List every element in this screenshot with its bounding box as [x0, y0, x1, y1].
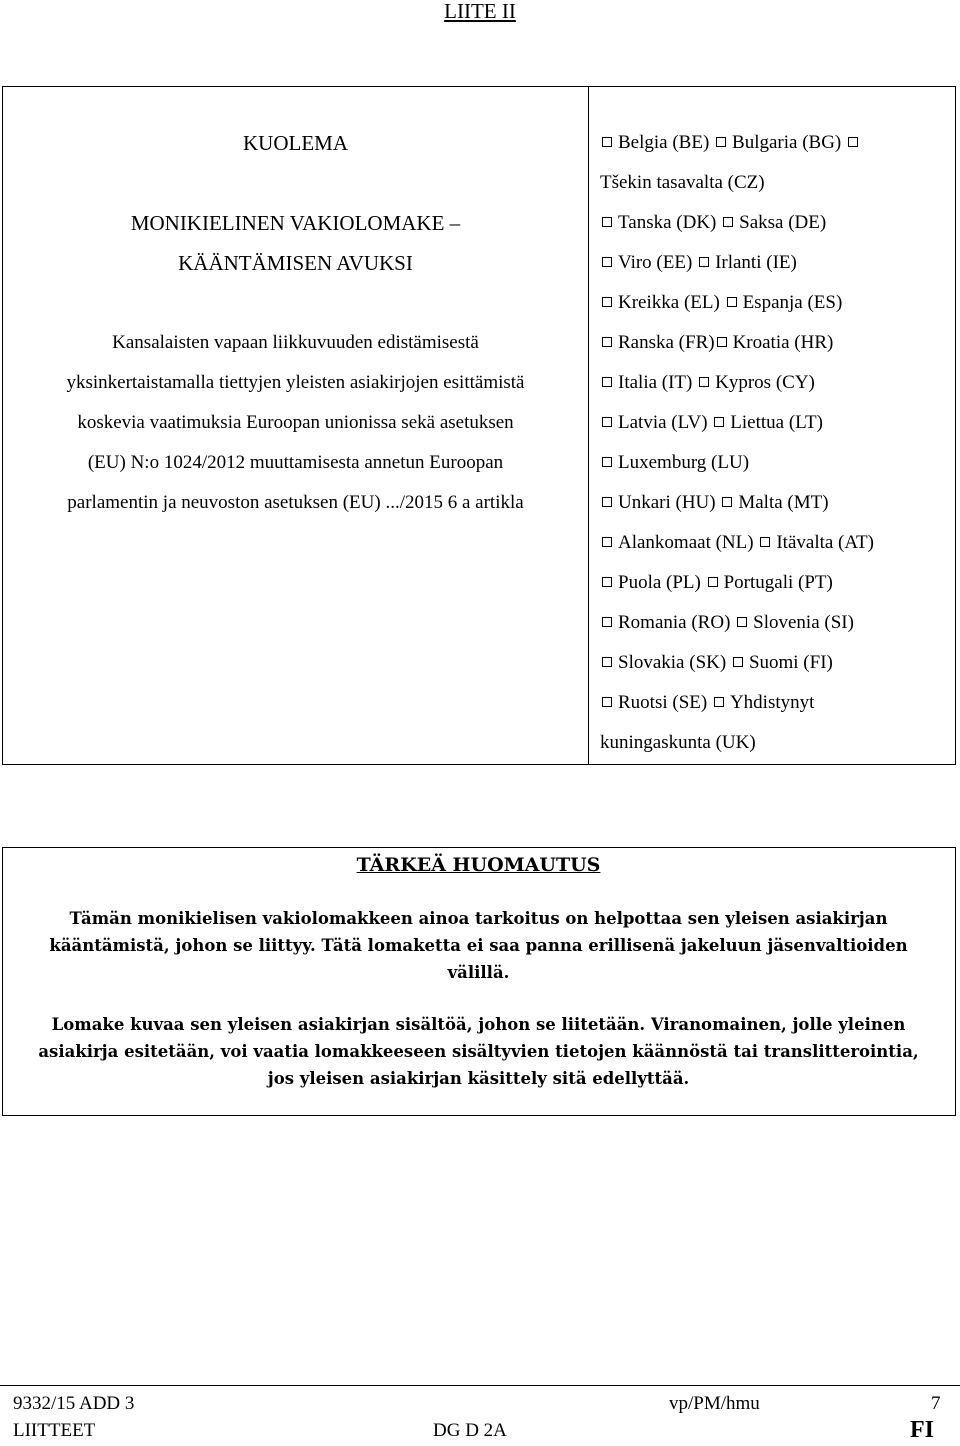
notice-paragraph-purpose	[15, 905, 942, 986]
checklist-line	[600, 723, 950, 763]
footer-dg: DG D 2A	[433, 1420, 507, 1441]
country-label-dk: Tanska (DK)	[618, 212, 717, 233]
country-label-de: Saksa (DE)	[739, 212, 827, 233]
checklist-line	[600, 563, 950, 603]
country-label-se: Ruotsi (SE)	[618, 692, 708, 713]
checklist-line	[600, 603, 950, 643]
description-line: koskevia vaatimuksia Euroopan unionissa sekä asetuksen	[77, 412, 514, 433]
column-divider	[588, 87, 589, 764]
checklist-line	[600, 123, 950, 163]
country-label-ie: Irlanti (IE)	[715, 252, 797, 273]
checkbox-estonia[interactable]	[602, 257, 612, 267]
checkbox-poland[interactable]	[602, 577, 612, 587]
checkbox-finland[interactable]	[733, 657, 743, 667]
checkbox-greece[interactable]	[602, 297, 612, 307]
footer-annex-label: LIITTEET	[13, 1420, 96, 1441]
notice-line: kääntämistä, johon se liittyy. Tätä lomaketta ei saa panna erillisenä jakeluun jäsenvaltioiden	[49, 936, 908, 955]
checkbox-spain[interactable]	[727, 297, 737, 307]
country-label-cy: Kypros (CY)	[715, 372, 815, 393]
description-line: parlamentin ja neuvoston asetuksen (EU) .../2015 6 a artikla	[67, 492, 524, 513]
checklist-line	[600, 443, 950, 483]
notice-title: TÄRKEÄ HUOMAUTUS	[356, 854, 601, 876]
checkbox-denmark[interactable]	[602, 217, 612, 227]
checkbox-portugal[interactable]	[708, 577, 718, 587]
country-label-pl: Puola (PL)	[618, 572, 701, 593]
notice-line: jos yleisen asiakirjan käsittely sitä edellyttää.	[267, 1069, 690, 1088]
country-label-uk-part1: Yhdistynyt	[729, 692, 815, 713]
checklist-line	[600, 523, 950, 563]
country-label-si: Slovenia (SI)	[753, 612, 854, 633]
country-label-lv: Latvia (LV)	[618, 412, 708, 433]
checkbox-belgium[interactable]	[602, 137, 612, 147]
member-state-checklist	[600, 123, 950, 763]
checkbox-slovakia[interactable]	[602, 657, 612, 667]
country-label-fi: Suomi (FI)	[748, 652, 833, 673]
description-line: (EU) N:o 1024/2012 muuttamisesta annetun Euroopan	[87, 452, 504, 473]
country-label-it: Italia (IT)	[618, 372, 693, 393]
footer-page-number: 7	[931, 1393, 941, 1414]
checkbox-malta[interactable]	[722, 497, 732, 507]
country-label-bg: Bulgaria (BG)	[732, 132, 842, 153]
notice-line: välillä.	[447, 963, 510, 982]
checkbox-sweden[interactable]	[602, 697, 612, 707]
checkbox-germany[interactable]	[723, 217, 733, 227]
footer-document-number: 9332/15 ADD 3	[13, 1393, 135, 1414]
form-header-box	[2, 86, 956, 765]
checklist-line	[600, 483, 950, 523]
checkbox-netherlands[interactable]	[602, 537, 612, 547]
country-label-lt: Liettua (LT)	[730, 412, 823, 433]
notice-line: Tämän monikielisen vakiolomakkeen ainoa tarkoitus on helpottaa sen yleisen asiakirjan	[69, 909, 888, 928]
checkbox-cyprus[interactable]	[699, 377, 709, 387]
form-heading-translation: KÄÄNTÄMISEN AVUKSI	[178, 251, 413, 275]
country-label-el: Kreikka (EL)	[618, 292, 720, 313]
form-heading-death: KUOLEMA	[243, 131, 348, 155]
notice-paragraph-translation	[15, 1011, 942, 1092]
country-label-es: Espanja (ES)	[742, 292, 843, 313]
description-line: Kansalaisten vapaan liikkuvuuden edistämisestä	[112, 332, 479, 353]
checklist-line	[600, 203, 950, 243]
country-label-lu: Luxemburg (LU)	[618, 452, 750, 473]
checkbox-slovenia[interactable]	[737, 617, 747, 627]
country-label-hu: Unkari (HU)	[618, 492, 716, 513]
country-label-nl: Alankomaat (NL)	[618, 532, 754, 553]
description-line: yksinkertaistamalla tiettyjen yleisten asiakirjojen esittämistä	[66, 372, 525, 393]
country-label-be: Belgia (BE)	[618, 132, 710, 153]
footer-language: FI	[910, 1417, 934, 1443]
checkbox-luxembourg[interactable]	[602, 457, 612, 467]
country-label-mt: Malta (MT)	[738, 492, 829, 513]
checklist-line	[600, 403, 950, 443]
footer-reference: vp/PM/hmu	[669, 1393, 760, 1414]
checkbox-ireland[interactable]	[699, 257, 709, 267]
country-label-pt: Portugali (PT)	[723, 572, 833, 593]
country-label-sk: Slovakia (SK)	[618, 652, 727, 673]
country-label-hr: Kroatia (HR)	[732, 332, 834, 353]
country-label-fr: Ranska (FR)	[618, 332, 715, 353]
country-label-ee: Viro (EE)	[618, 252, 693, 273]
notice-line: asiakirja esitetään, voi vaatia lomakkeeseen sisältyvien tietojen käännöstä tai translitterointia,	[38, 1042, 919, 1061]
page-title: LIITE II	[444, 0, 516, 23]
checklist-line	[600, 323, 950, 363]
regulation-description	[13, 323, 578, 523]
country-label-ro: Romania (RO)	[618, 612, 731, 633]
checkbox-united-kingdom[interactable]	[714, 697, 724, 707]
form-description-column	[3, 87, 588, 764]
checklist-line	[600, 283, 950, 323]
checklist-line	[600, 683, 950, 723]
checkbox-hungary[interactable]	[602, 497, 612, 507]
checklist-line	[600, 363, 950, 403]
footer-rule	[0, 1385, 960, 1386]
checkbox-bulgaria[interactable]	[716, 137, 726, 147]
country-label-uk-part2: kuningaskunta (UK)	[600, 732, 756, 753]
form-heading-multilingual: MONIKIELINEN VAKIOLOMAKE –	[130, 211, 461, 235]
checklist-line	[600, 243, 950, 283]
important-notice-box	[2, 847, 956, 1116]
checkbox-romania[interactable]	[602, 617, 612, 627]
checklist-line	[600, 163, 950, 203]
checkbox-france[interactable]	[602, 337, 612, 347]
checkbox-austria[interactable]	[760, 537, 770, 547]
notice-line: Lomake kuvaa sen yleisen asiakirjan sisältöä, johon se liitetään. Viranomainen, jolle yleinen	[51, 1015, 906, 1034]
checkbox-latvia[interactable]	[602, 417, 612, 427]
country-label-cz: Tšekin tasavalta (CZ)	[600, 172, 765, 193]
checkbox-italy[interactable]	[602, 377, 612, 387]
checkbox-czech-republic[interactable]	[848, 137, 858, 147]
checkbox-lithuania[interactable]	[714, 417, 724, 427]
checklist-line	[600, 643, 950, 683]
country-label-at: Itävalta (AT)	[776, 532, 874, 553]
checkbox-croatia[interactable]	[717, 337, 727, 347]
